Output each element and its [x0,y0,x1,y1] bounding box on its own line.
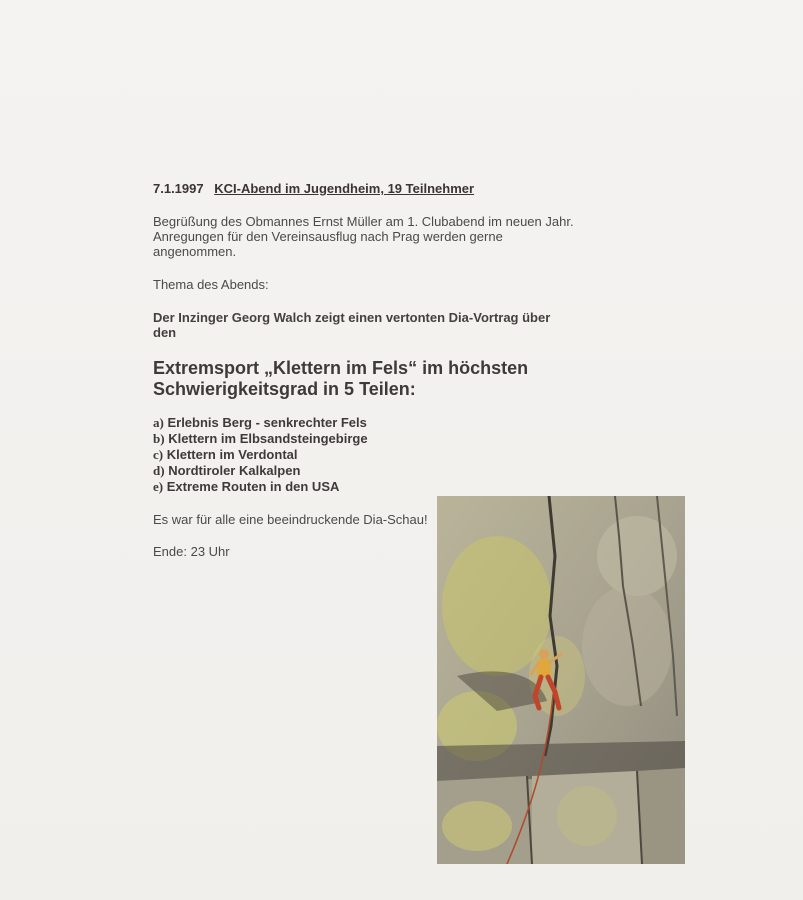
summary-text: Es war für alle eine beeindruckende Dia-Schau! [153,512,428,527]
list-letter: b) [153,431,165,446]
climbing-photo [437,496,685,864]
list-item [153,447,368,463]
entry-title: KCI-Abend im Jugendheim, 19 Teilnehmer [214,181,475,196]
headline-line: Extremsport „Klettern im Fels“ im höchsten [153,358,529,378]
list-item [153,479,368,495]
list-letter: a) [153,415,164,430]
theme-label: Thema des Abends: [153,277,269,292]
lead-paragraph [153,310,593,340]
list-text: Nordtiroler Kalkalpen [168,463,301,478]
intro-line: angenommen. [153,244,237,259]
list-text: Klettern im Elbsandsteingebirge [168,431,368,446]
list-item [153,431,368,447]
event-headline [153,358,573,400]
end-time: Ende: 23 Uhr [153,544,230,559]
list-item [153,415,368,431]
list-text: Extreme Routen in den USA [166,479,340,494]
headline-line: Schwierigkeitsgrad in 5 Teilen: [153,379,416,399]
intro-paragraph [153,214,623,259]
parts-list [153,415,368,495]
entry-date: 7.1.1997 [153,181,204,196]
climber-on-rock-image [437,496,685,864]
lead-line: Der Inzinger Georg Walch zeigt einen vertonten Dia-Vortrag über [153,310,551,325]
list-letter: d) [153,463,165,478]
intro-line: Anregungen für den Vereinsausflug nach Prag werden gerne [153,229,503,244]
list-letter: c) [153,447,164,462]
lead-line: den [153,325,177,340]
list-item [153,463,368,479]
entry-heading [153,181,474,196]
list-text: Erlebnis Berg - senkrechter Fels [167,415,367,430]
list-letter: e) [153,479,164,494]
list-text: Klettern im Verdontal [166,447,298,462]
intro-line: Begrüßung des Obmannes Ernst Müller am 1. Clubabend im neuen Jahr. [153,214,574,229]
